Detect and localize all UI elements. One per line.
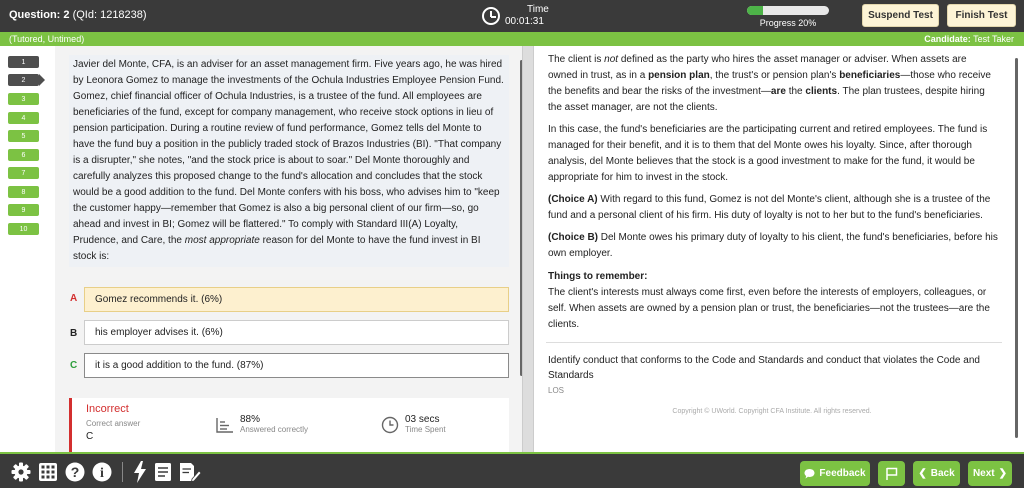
choice-c-letter: C [70,360,78,371]
flag-button[interactable] [878,461,905,486]
choice-b-label: (Choice B) [548,232,598,243]
help-icon[interactable] [64,461,86,483]
text-fragment: The client is [548,54,605,65]
candidate-name: Test Taker [973,34,1014,44]
info-icon[interactable] [91,461,113,483]
question-id: (QId: 1218238) [72,9,147,21]
stem-text: Javier del Monte, CFA, is an adviser for an asset management firm. Five years ago, he was hired by Leonora Gomez to manage the investments of the Ochula Industries Employee Pension Fund. Gomez, chief financial officer of Ochula Industries, is a trustee of the fund. All employees are beneficiaries of the fund, except for company management, who receive stock options in lieu of pension participation. During a routine review of fund performance, Gomez tells del Monte to have the fund buy a position in the publicly traded stock of Brazos Industries (BI). "That company is a disrupter," she notes, "and the stock price is about to soar." Del Monte thoroughly and carefully analyzes this proposed change to the fund's allocation and concludes that the stock would be a good addition to the fund. Del Monte confers with his boss, who advises him to "keep the customer happy—remember that Gomez is also a big personal client of our firm—so, go ahead and invest in BI; Gomez will be flattered." To comply with Standard III(A) Loyalty, Prudence, and Care, the [73,59,504,246]
feedback-button[interactable] [800,461,870,486]
nav-question-5[interactable]: 5 [8,130,39,142]
bar-chart-icon [216,417,234,433]
progress-fill [747,6,763,15]
chevron-right-icon: ❯ [998,468,1008,479]
svg-text:i: i [100,466,104,481]
things-to-remember [548,269,998,333]
remember-text: The client's interests must always come first, even before the interests of employers, colleagues, or self. When assets are owned by a pension plan or trust, the beneficiaries—not the trustees—are the clients. [548,287,990,330]
candidate-info [924,34,1014,44]
los-label: LOS [548,386,565,395]
pane-divider[interactable] [522,46,534,452]
svg-text:?: ? [70,464,80,480]
top-header [0,0,1024,32]
bottom-toolbar [0,452,1024,488]
nav-question-8[interactable]: 8 [8,186,39,198]
timer [482,2,549,30]
stem-emphasis: most appropriate [184,235,260,246]
explanation-scrollbar[interactable] [1015,58,1018,438]
choice-a-letter: A [70,293,78,304]
clock-icon [381,416,399,434]
mode-bar [0,32,1024,46]
lightning-icon[interactable] [130,461,150,483]
explanation-choice-b [548,230,998,262]
text-fragment: . The plan trustees, despite hiring the asset manager, are not the clients. [548,86,985,113]
divider-line [546,342,1002,343]
text-fragment: defined as the party who hires the asset manager or adviser. When assets are owned in trust, as in a [548,54,967,81]
percent-correct-label: Answered correctly [240,425,309,434]
nav-question-3[interactable]: 3 [8,93,39,105]
next-label: Next [972,468,995,479]
time-spent-value: 03 secs [405,414,440,425]
nav-question-7[interactable]: 7 [8,167,39,179]
copyright-notice: Copyright © UWorld. Copyright CFA Institute. All rights reserved. [672,408,872,415]
flag-icon [885,467,898,481]
question-pane [55,46,522,452]
choice-a[interactable]: Gomez recommends it. (6%) [84,287,509,312]
los-statement: Identify conduct that conforms to the Code and Standards and conduct that violates the Code and Standards [548,355,980,381]
finish-test-button[interactable]: Finish Test [947,4,1016,27]
nav-question-1[interactable]: 1 [8,56,39,68]
notebook-icon[interactable] [153,461,173,483]
result-status: Incorrect [86,403,129,415]
nav-question-9[interactable]: 9 [8,204,39,216]
chevron-left-icon: ❮ [918,468,927,479]
percent-correct-value: 88% [240,414,261,425]
candidate-label: Candidate: [924,34,971,44]
explanation-pane [534,46,1024,452]
text-bold: beneficiaries [839,70,901,81]
explanation-paragraph-1 [548,52,998,116]
nav-question-10[interactable]: 10 [8,223,39,235]
question-stem [69,55,509,267]
nav-question-4[interactable]: 4 [8,112,39,124]
text-fragment: , the trust's or pension plan's [709,70,840,81]
answer-result [69,398,509,452]
settings-gear-icon[interactable] [10,461,32,483]
explanation-paragraph-2: In this case, the fund's beneficiaries are the participating current and retired employees. The fund is managed for their benefit, and it is to them that del Monte owes his loyalty. Since, after thorough analysis, del Monte believes that the stock is a good investment to make for the fund, it would be appropriate for him to invest in the stock. [548,124,988,183]
question-title [9,9,147,21]
text-emphasis: not [604,54,619,65]
text-fragment: —those who receive the benefits and bear the risks of the investment— [548,70,991,97]
choice-b-letter: B [70,328,78,339]
text-bold: are [770,86,786,97]
stem-text-end: reason for del Monte to have the fund invest in BI stock is: [73,235,481,262]
suspend-test-button[interactable]: Suspend Test [862,4,939,27]
time-spent-stat [381,414,446,435]
explanation-choice-a [548,192,998,224]
feedback-label: Feedback [819,468,866,479]
time-spent-label: Time Spent [405,425,446,434]
text-bold: clients [805,86,838,97]
text-bold: pension plan [648,70,710,81]
edit-note-icon[interactable] [178,461,202,483]
progress-indicator [747,6,829,28]
text-fragment: the [785,86,806,97]
choice-a-label: (Choice A) [548,194,598,205]
choice-a-explanation: With regard to this fund, Gomez is not del Monte's client, although she is a trustee of the fund and a personal client of his firm. His duty of loyalty is not to her but to the fund's beneficiaries. [548,194,991,221]
question-navigator [0,46,55,452]
nav-question-2[interactable]: 2 [8,74,39,86]
test-mode: (Tutored, Untimed) [9,34,85,44]
question-number: Question: 2 [9,9,70,21]
toolbar-separator [122,462,123,482]
back-button[interactable] [913,461,960,486]
nav-question-6[interactable]: 6 [8,149,39,161]
correct-answer-value: C [86,431,94,442]
time-value: 00:01:31 [505,16,544,27]
progress-label: Progress 20% [759,18,817,28]
progress-bar [747,6,829,15]
clock-icon [482,7,500,25]
correct-answer-label: Correct answer [86,419,141,428]
percent-correct-stat [216,414,308,435]
choice-b[interactable]: his employer advises it. (6%) [84,320,509,345]
next-button[interactable] [968,461,1012,486]
back-label: Back [930,468,955,479]
calculator-icon[interactable] [37,461,59,483]
choice-b-explanation: Del Monte owes his primary duty of loyalty to his client, the fund's beneficiaries, before his own employer. [548,232,998,259]
remember-title: Things to remember: [548,271,648,282]
chat-bubble-icon [804,468,815,479]
time-label: Time [527,4,549,15]
choice-c[interactable]: it is a good addition to the fund. (87%) [84,353,509,378]
